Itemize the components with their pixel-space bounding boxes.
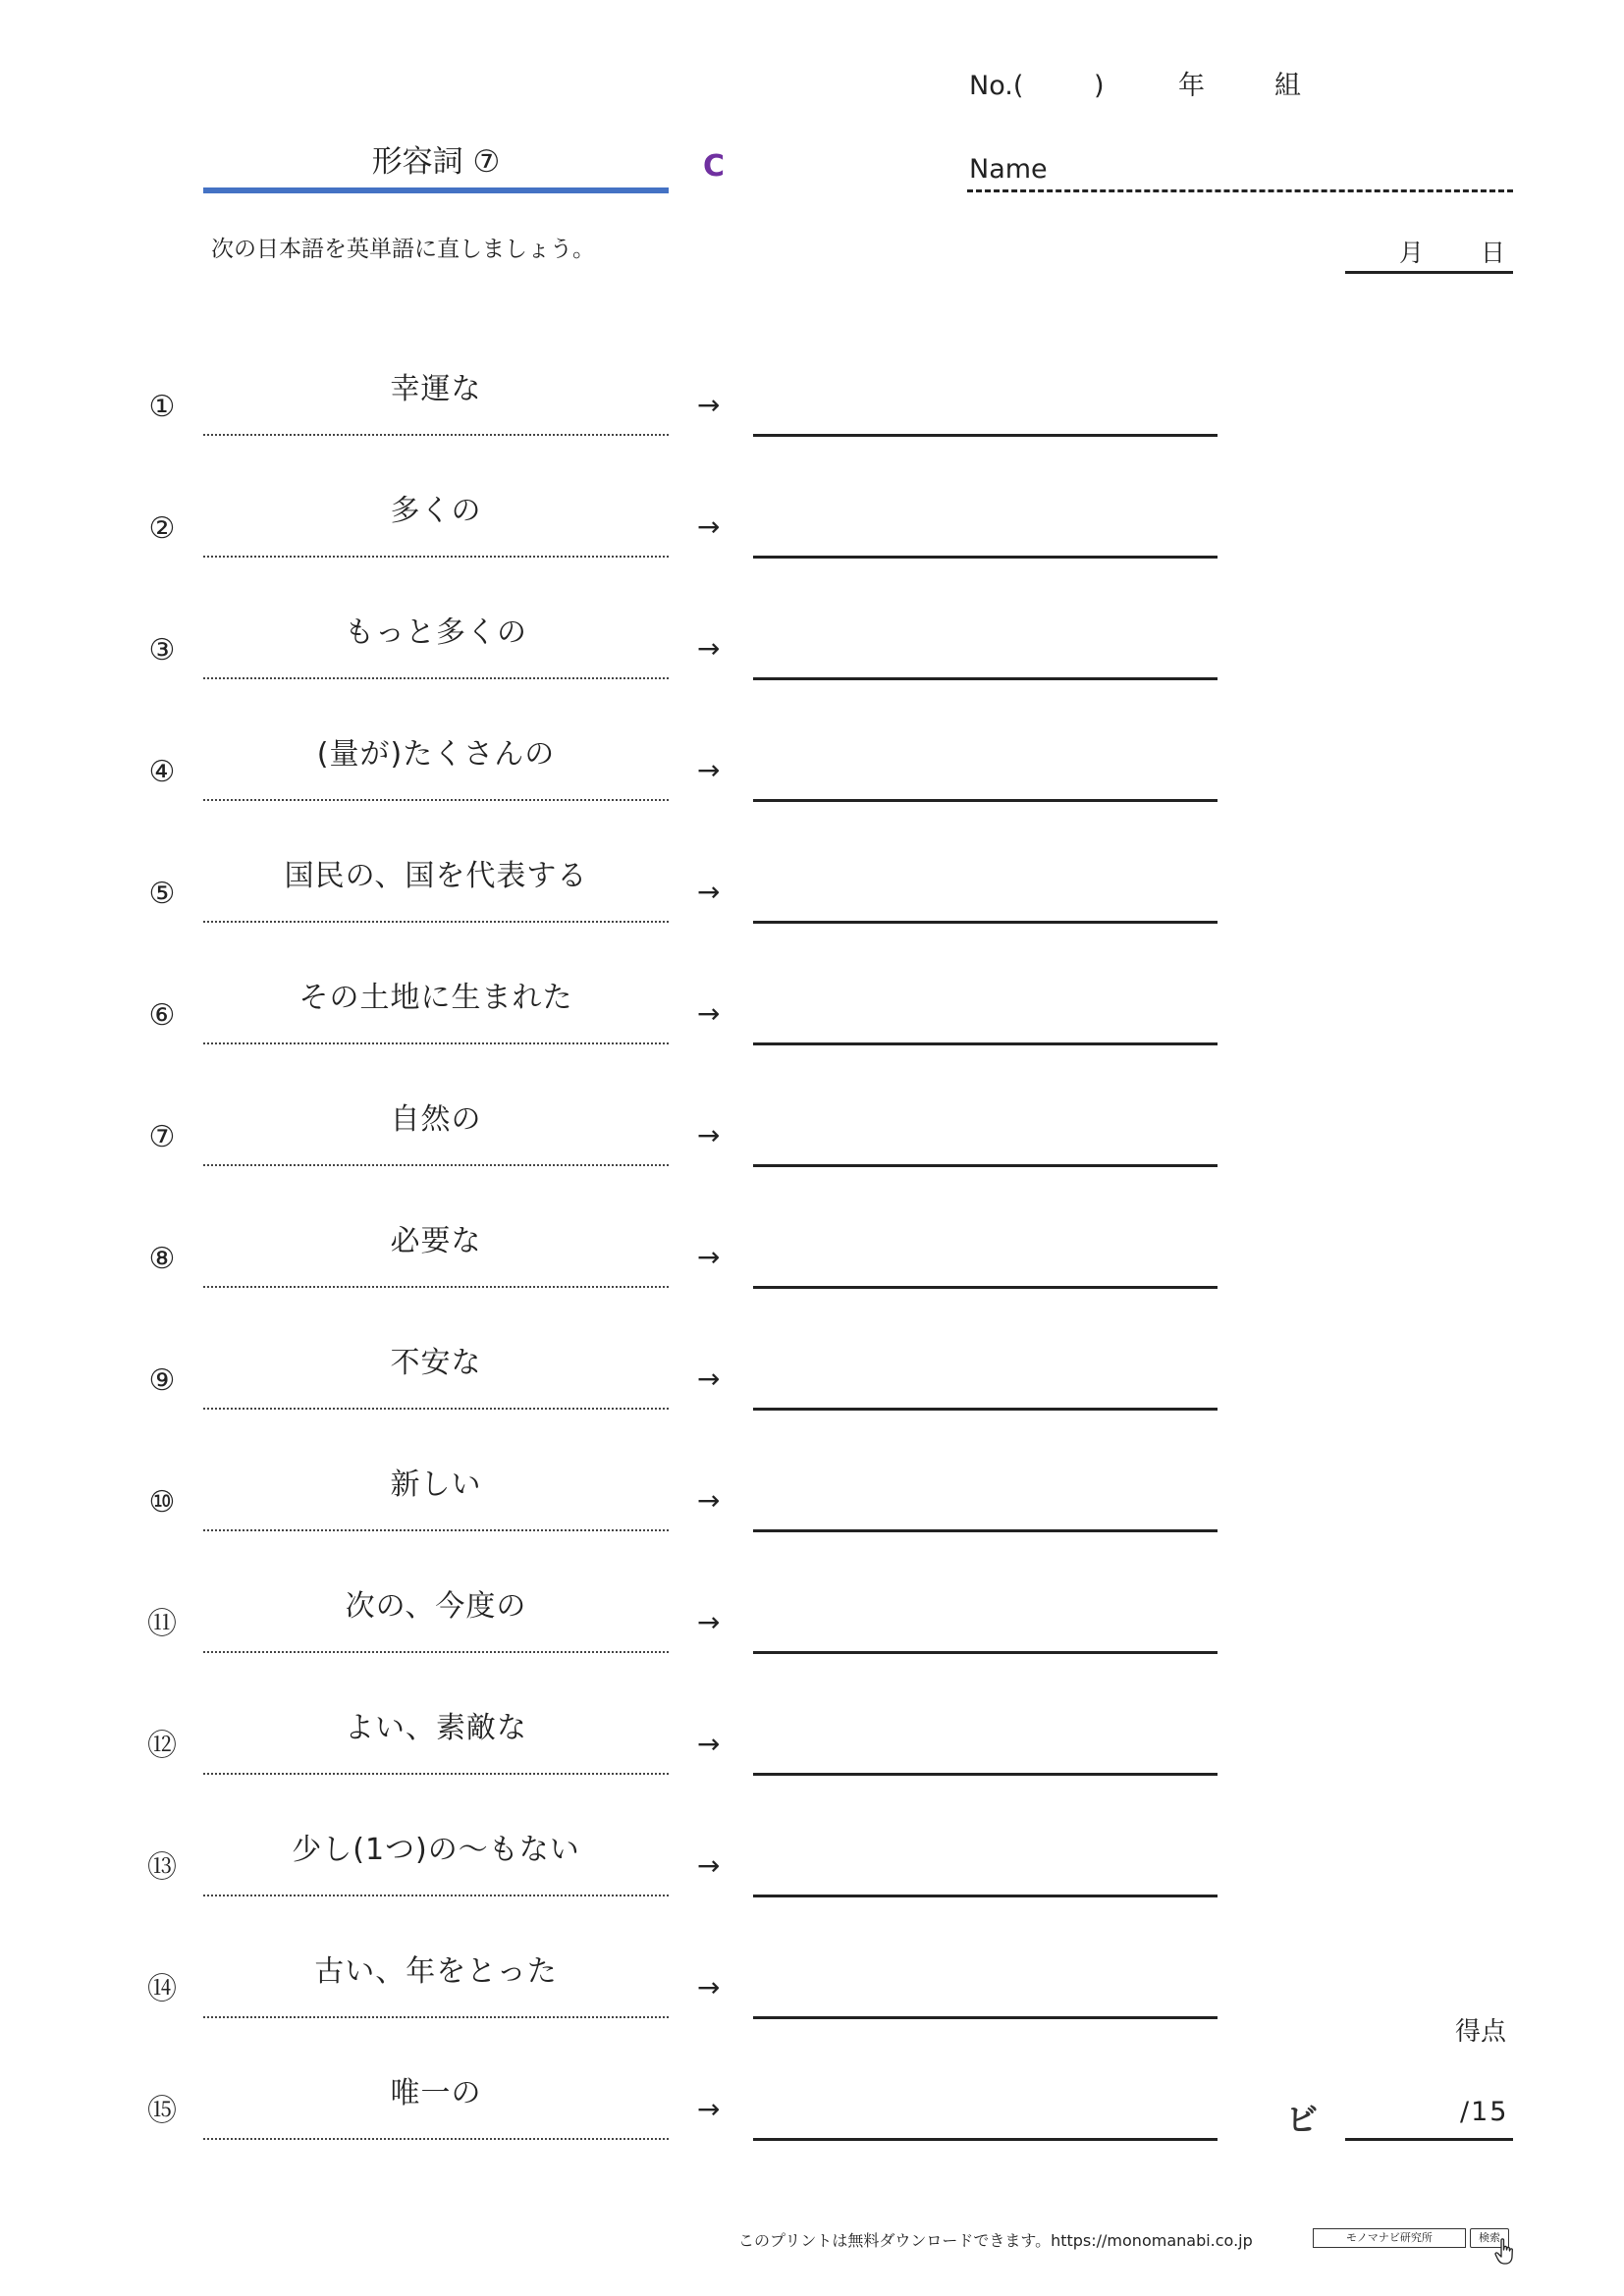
answer-line [753, 1408, 1218, 1411]
answer-line [753, 434, 1218, 437]
question-prompt: もっと多くの [345, 615, 527, 650]
question-prompt: 少し(1つ)の～もない [292, 1833, 580, 1867]
question-number: ① [148, 390, 176, 424]
brand-logo-icon: ビ [1286, 2101, 1319, 2138]
arrow-icon: → [697, 2093, 721, 2125]
answer-line [753, 799, 1218, 802]
question-number: ⑤ [148, 877, 176, 911]
arrow-icon: → [697, 1728, 721, 1760]
question-prompt: 唯一の [390, 2076, 482, 2110]
arrow-icon: → [697, 389, 721, 421]
arrow-icon: → [697, 1362, 721, 1395]
arrow-icon: → [697, 1119, 721, 1151]
year-label: 年 [1178, 71, 1205, 101]
answer-line [753, 1895, 1218, 1897]
answer-line [753, 677, 1218, 680]
answer-line [753, 1286, 1218, 1289]
answer-line [753, 1042, 1218, 1045]
question-number: ⑦ [148, 1120, 176, 1154]
question-number: ⑬ [147, 1850, 177, 1885]
prompt-dotted-line [203, 434, 669, 436]
question-number: ⑩ [148, 1485, 176, 1520]
instructions: 次の日本語を英単語に直しましょう。 [211, 237, 595, 262]
answer-line [753, 1651, 1218, 1654]
score-label: 得点 [1455, 2017, 1507, 2047]
arrow-icon: → [697, 1606, 721, 1638]
class-label: 組 [1274, 71, 1301, 101]
arrow-icon: → [697, 1484, 721, 1517]
answer-line [753, 921, 1218, 924]
prompt-dotted-line [203, 1895, 669, 1896]
question-prompt: 次の、今度の [345, 1589, 527, 1624]
question-number: ④ [148, 755, 176, 789]
arrow-icon: → [697, 876, 721, 908]
arrow-icon: → [697, 1849, 721, 1882]
arrow-icon: → [697, 997, 721, 1030]
name-field-line [967, 189, 1513, 192]
prompt-dotted-line [203, 1164, 669, 1166]
prompt-dotted-line [203, 1408, 669, 1410]
worksheet-title: 形容詞 ⑦ [371, 144, 501, 180]
prompt-dotted-line [203, 1529, 669, 1531]
answer-line [753, 1164, 1218, 1167]
prompt-dotted-line [203, 677, 669, 679]
day-label: 日 [1481, 239, 1506, 267]
date-field-line [1345, 271, 1513, 274]
footer-search-button: 検索 [1470, 2228, 1509, 2248]
question-prompt: 必要な [390, 1224, 482, 1258]
question-number: ⑭ [147, 1972, 177, 2006]
question-prompt: よい、素敵な [345, 1711, 527, 1745]
question-number: ⑪ [147, 1607, 177, 1641]
question-prompt: 古い、年をとった [314, 1954, 558, 1989]
question-number: ② [148, 511, 176, 546]
arrow-icon: → [697, 754, 721, 786]
question-prompt: その土地に生まれた [298, 981, 573, 1015]
question-prompt: 国民の、国を代表する [284, 859, 588, 893]
question-prompt: 不安な [390, 1346, 482, 1380]
answer-line [753, 1773, 1218, 1776]
answer-line [753, 2016, 1218, 2019]
arrow-icon: → [697, 1971, 721, 2003]
prompt-dotted-line [203, 556, 669, 558]
student-number-close: ) [1094, 71, 1105, 101]
prompt-dotted-line [203, 1773, 669, 1775]
answer-line [753, 556, 1218, 559]
prompt-dotted-line [203, 2016, 669, 2018]
question-number: ⑨ [148, 1363, 176, 1398]
score-total: /15 [1460, 2097, 1509, 2127]
arrow-icon: → [697, 632, 721, 665]
title-underline [203, 187, 669, 193]
question-prompt: 自然の [390, 1102, 482, 1137]
question-number: ⑥ [148, 998, 176, 1033]
hand-cursor-icon [1494, 2238, 1516, 2266]
question-number: ⑮ [147, 2094, 177, 2128]
level-badge: C [703, 149, 726, 184]
question-prompt: 多くの [390, 494, 482, 528]
name-label: Name [969, 154, 1048, 185]
prompt-dotted-line [203, 921, 669, 923]
question-prompt: 新しい [390, 1468, 482, 1502]
prompt-dotted-line [203, 1042, 669, 1044]
question-number: ⑧ [148, 1242, 176, 1276]
question-prompt: 幸運な [390, 372, 482, 406]
student-number-label: No.( [969, 71, 1024, 101]
prompt-dotted-line [203, 1286, 669, 1288]
question-prompt: (量が)たくさんの [316, 737, 556, 772]
question-number: ③ [148, 633, 176, 667]
footer-download-note: このプリントは無料ダウンロードできます。https://monomanabi.co.jp [738, 2231, 1253, 2250]
answer-line [753, 2138, 1218, 2141]
prompt-dotted-line [203, 2138, 669, 2140]
arrow-icon: → [697, 510, 721, 543]
footer-brand-box: モノマナビ研究所 [1313, 2228, 1466, 2248]
prompt-dotted-line [203, 1651, 669, 1653]
answer-line [753, 1529, 1218, 1532]
month-label: 月 [1399, 239, 1425, 267]
prompt-dotted-line [203, 799, 669, 801]
arrow-icon: → [697, 1241, 721, 1273]
question-number: ⑫ [147, 1729, 177, 1763]
score-field-line [1345, 2138, 1513, 2141]
